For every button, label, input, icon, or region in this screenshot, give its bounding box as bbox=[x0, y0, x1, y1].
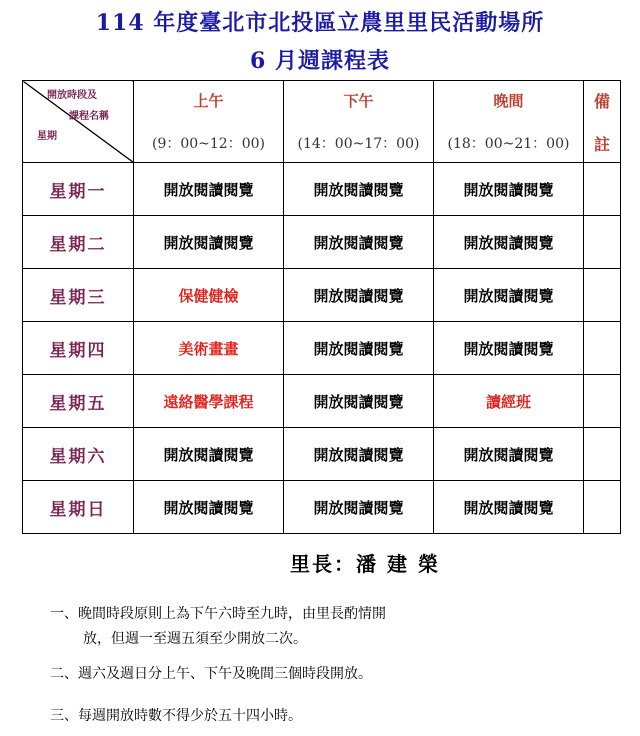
notes-label-char2: 註 bbox=[593, 134, 610, 154]
notes-cell bbox=[584, 428, 621, 481]
table-row bbox=[23, 375, 621, 428]
afternoon-cell: 開放閱讀閱覽 bbox=[284, 428, 434, 481]
evening-cell: 開放閱讀閱覽 bbox=[434, 481, 584, 534]
corner-label-top: 開放時段及 bbox=[47, 90, 97, 101]
corner-header-cell bbox=[23, 81, 134, 163]
evening-cell: 開放閱讀閱覽 bbox=[434, 322, 584, 375]
day-cell: 星期三 bbox=[23, 269, 134, 322]
morning-cell: 開放閱讀閱覽 bbox=[134, 216, 284, 269]
day-cell: 星期四 bbox=[23, 322, 134, 375]
column-header-notes bbox=[584, 81, 621, 163]
column-header-evening bbox=[434, 81, 584, 163]
note-item-2: 二、週六及週日分上午、下午及晚間三個時段開放。 bbox=[50, 666, 372, 682]
column-time: (9：00~12：00) bbox=[151, 136, 265, 152]
table-row bbox=[23, 216, 621, 269]
evening-cell: 開放閱讀閱覽 bbox=[434, 269, 584, 322]
signature-line bbox=[0, 548, 640, 577]
evening-cell: 開放閱讀閱覽 bbox=[434, 163, 584, 216]
afternoon-cell: 開放閱讀閱覽 bbox=[284, 269, 434, 322]
corner-label-middle: 課程名稱 bbox=[69, 111, 109, 122]
table-row bbox=[23, 163, 621, 216]
day-cell: 星期五 bbox=[23, 375, 134, 428]
column-time: (14：00~17：00) bbox=[297, 136, 420, 152]
column-header-afternoon bbox=[284, 81, 434, 163]
table-header-row bbox=[23, 81, 621, 163]
notes-cell bbox=[584, 216, 621, 269]
note-item-1: 一、晚間時段原則上為下午六時至九時，由里長酌情開 bbox=[50, 606, 386, 622]
note-item-1-continued: 放，但週一至週五須至少開放二次。 bbox=[83, 631, 307, 647]
morning-cell: 開放閱讀閱覽 bbox=[134, 163, 284, 216]
signature-name: 潘 建 榮 bbox=[356, 552, 440, 576]
notes-cell bbox=[584, 375, 621, 428]
evening-cell: 讀經班 bbox=[434, 375, 584, 428]
notes-label-char1: 備 bbox=[593, 91, 610, 111]
afternoon-cell: 開放閱讀閱覽 bbox=[284, 216, 434, 269]
day-cell: 星期六 bbox=[23, 428, 134, 481]
evening-cell: 開放閱讀閱覽 bbox=[434, 216, 584, 269]
morning-cell: 保健健檢 bbox=[134, 269, 284, 322]
morning-cell: 遠絡醫學課程 bbox=[134, 375, 284, 428]
page-title: 114 年度臺北市北投區立農里里民活動場所 bbox=[95, 10, 545, 36]
notes-cell bbox=[584, 481, 621, 534]
afternoon-cell: 開放閱讀閱覽 bbox=[284, 481, 434, 534]
afternoon-cell: 開放閱讀閱覽 bbox=[284, 375, 434, 428]
day-cell: 星期日 bbox=[23, 481, 134, 534]
column-label: 晚間 bbox=[493, 92, 524, 110]
table-row bbox=[23, 428, 621, 481]
afternoon-cell: 開放閱讀閱覽 bbox=[284, 322, 434, 375]
table-row bbox=[23, 269, 621, 322]
column-label: 下午 bbox=[343, 92, 374, 110]
schedule-table bbox=[22, 80, 621, 534]
signature-label: 里長： bbox=[290, 552, 357, 576]
morning-cell: 美術畫畫 bbox=[134, 322, 284, 375]
evening-cell: 開放閱讀閱覽 bbox=[434, 428, 584, 481]
column-time: (18：00~21：00) bbox=[447, 136, 570, 152]
column-header-morning bbox=[134, 81, 284, 163]
afternoon-cell: 開放閱讀閱覽 bbox=[284, 163, 434, 216]
notes-cell bbox=[584, 269, 621, 322]
notes-cell bbox=[584, 322, 621, 375]
corner-label-bottom: 星期 bbox=[37, 131, 57, 142]
page-subtitle: 6 月週課程表 bbox=[250, 48, 390, 74]
morning-cell: 開放閱讀閱覽 bbox=[134, 428, 284, 481]
notes-cell bbox=[584, 163, 621, 216]
morning-cell: 開放閱讀閱覽 bbox=[134, 481, 284, 534]
table-row bbox=[23, 322, 621, 375]
day-cell: 星期一 bbox=[23, 163, 134, 216]
day-cell: 星期二 bbox=[23, 216, 134, 269]
column-label: 上午 bbox=[193, 92, 224, 110]
note-item-3: 三、每週開放時數不得少於五十四小時。 bbox=[50, 708, 302, 724]
table-row bbox=[23, 481, 621, 534]
